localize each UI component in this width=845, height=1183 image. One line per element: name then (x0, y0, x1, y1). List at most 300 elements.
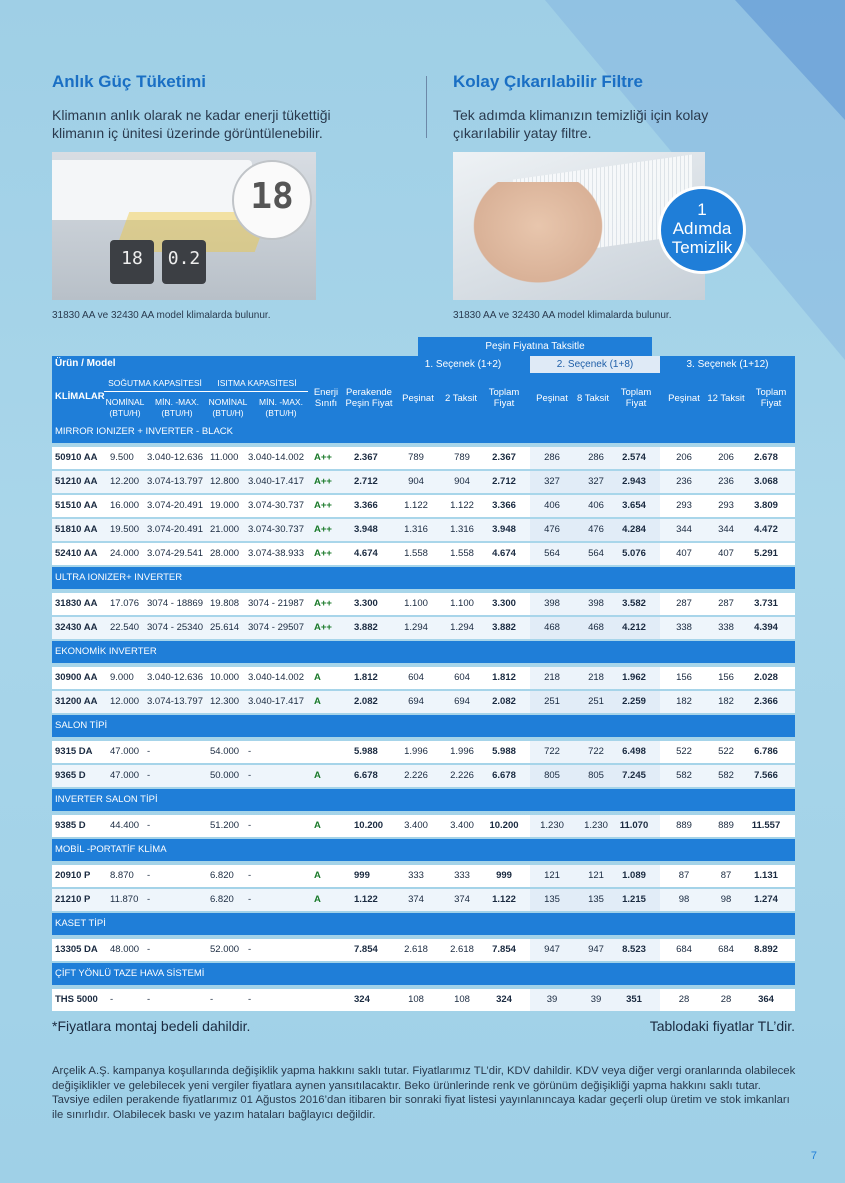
table-cell: 9.500 (110, 452, 134, 463)
table-cell: 344 (676, 524, 692, 535)
table-cell: 206 (676, 452, 692, 463)
table-cell: 28 (678, 994, 690, 1005)
model-cell: 20910 P (55, 870, 91, 881)
table-cell: 5.988 (354, 746, 378, 757)
table-cell: 8.870 (110, 870, 134, 881)
table-cell: 1.215 (622, 894, 646, 905)
table-cell: 789 (408, 452, 424, 463)
table-cell: 16.000 (110, 500, 140, 511)
table-cell: 522 (718, 746, 734, 757)
page-number: 7 (810, 1150, 817, 1162)
table-cell: 324 (496, 994, 512, 1005)
table-cell: 12.800 (210, 476, 240, 487)
disclaimer: Arçelik A.Ş. kampanya koşullarında değişiklik yapma hakkını saklı tutar. Fiyatlarımız TL’dir, KDV dahildir. KDV veya diğer vergi oranlarında olabilecek değişiklikler ve gelebilecek yeni vergiler fiyatlara aynen yansıtılacaktır. Beko ürünlerinde renk ve görünüm değişikliği yapma hakkını saklı tutar. Tavsiye edilen perakende fiyatlarımız 01 Ağustos 2016’dan itibaren bir sonraki fiyat listesi yayınlanıncaya kadar geçerli olup üretim ve stok imkanları ile sınırlıdır. Olabilecek baskı ve yazım hataları bağlayıcı değildir. (52, 1065, 796, 1121)
table-cell: 1.316 (450, 524, 474, 535)
table-cell: - (147, 994, 151, 1005)
table-cell: 1.122 (404, 500, 428, 511)
table-cell: 236 (676, 476, 692, 487)
table-row (52, 471, 795, 493)
feature-title: Kolay Çıkarılabilir Filtre (453, 72, 643, 91)
table-cell: 3.040-14.002 (248, 452, 304, 463)
table-row (52, 939, 795, 961)
header-heating-nominal: NOMİNAL (BTU/H) (208, 397, 248, 418)
table-cell: 293 (676, 500, 692, 511)
table-cell: - (248, 994, 252, 1005)
table-row (52, 865, 795, 887)
table-cell: 2.367 (354, 452, 378, 463)
table-cell: 39 (546, 994, 558, 1005)
table-cell: 8.892 (754, 944, 778, 955)
table-cell: 2.943 (622, 476, 646, 487)
table-cell: 47.000 (110, 770, 140, 781)
table-cell: - (210, 994, 214, 1005)
table-cell: 3.068 (754, 476, 778, 487)
currency-note: Tablodaki fiyatlar TL’dir. (649, 1018, 795, 1034)
table-cell: 5.988 (492, 746, 516, 757)
table-cell: 3.366 (492, 500, 516, 511)
table-cell: 3.882 (354, 622, 378, 633)
table-cell: 3.300 (492, 598, 516, 609)
table-cell: 947 (588, 944, 604, 955)
table-cell: 3.400 (450, 820, 474, 831)
model-cell: 9315 DA (55, 746, 93, 757)
table-cell: 286 (588, 452, 604, 463)
table-cell: 406 (544, 500, 560, 511)
table-cell: 236 (718, 476, 734, 487)
table-cell: A++ (314, 524, 332, 535)
table-cell: 722 (588, 746, 604, 757)
header-downpayment-3: Peşinat (668, 393, 700, 404)
table-cell: 1.294 (450, 622, 474, 633)
table-cell: 3.948 (354, 524, 378, 535)
table-cell: 3074 - 29507 (248, 622, 304, 633)
table-row (52, 989, 795, 1011)
table-cell: - (248, 770, 252, 781)
table-cell: 1.230 (540, 820, 564, 831)
model-cell: 21210 P (55, 894, 91, 905)
table-cell: 98 (678, 894, 690, 905)
table-row (52, 889, 795, 911)
table-cell: 889 (676, 820, 692, 831)
table-cell: 182 (676, 696, 692, 707)
table-cell: 1.558 (404, 548, 428, 559)
table-cell: 327 (544, 476, 560, 487)
table-cell: 1.131 (754, 870, 778, 881)
table-cell: 374 (454, 894, 470, 905)
table-cell: 9.000 (110, 672, 134, 683)
model-cell: 51510 AA (55, 500, 98, 511)
table-row (52, 741, 795, 763)
table-cell: 1.089 (622, 870, 646, 881)
table-cell: A (314, 696, 321, 707)
table-cell: 7.566 (754, 770, 778, 781)
table-cell: 3.882 (492, 622, 516, 633)
product-group-header: SALON TİPİ (52, 715, 795, 737)
table-row (52, 447, 795, 469)
table-cell: 54.000 (210, 746, 240, 757)
table-row (52, 765, 795, 787)
header-total-2: Toplam Fiyat (620, 387, 652, 409)
table-cell: A++ (314, 548, 332, 559)
montage-note: *Fiyatlara montaj bedeli dahildir. (52, 1018, 251, 1034)
model-cell: 51210 AA (55, 476, 98, 487)
table-cell: 338 (676, 622, 692, 633)
table-cell: 1.294 (404, 622, 428, 633)
table-cell: 3.366 (354, 500, 378, 511)
table-cell: 1.962 (622, 672, 646, 683)
table-cell: 684 (676, 944, 692, 955)
model-cell: 9365 D (55, 770, 86, 781)
table-cell: 999 (496, 870, 512, 881)
table-cell: 251 (588, 696, 604, 707)
header-energy-class: Enerji Sınıfı (313, 387, 339, 409)
table-cell: 398 (544, 598, 560, 609)
table-cell: 1.122 (492, 894, 516, 905)
table-cell: 1.122 (450, 500, 474, 511)
table-cell: 121 (544, 870, 560, 881)
table-cell: 11.557 (751, 820, 781, 831)
table-cell: 3.040-17.417 (248, 476, 304, 487)
table-cell: 44.400 (110, 820, 140, 831)
product-group-header: MOBİL -PORTATİF KLİMA (52, 839, 795, 861)
table-cell: 3.582 (622, 598, 646, 609)
table-cell: - (248, 746, 252, 757)
product-group-header: KASET TİPİ (52, 913, 795, 935)
product-group-header: INVERTER SALON TİPİ (52, 789, 795, 811)
table-cell: 3.040-12.636 (147, 452, 203, 463)
table-cell: 1.274 (754, 894, 778, 905)
table-cell: 108 (408, 994, 424, 1005)
table-cell: 10.200 (489, 820, 519, 831)
model-cell: 30900 AA (55, 672, 98, 683)
table-cell: 2.259 (622, 696, 646, 707)
table-cell: 6.786 (754, 746, 778, 757)
table-cell: 6.678 (354, 770, 378, 781)
photo-caption: 31830 AA ve 32430 AA model klimalarda bulunur. (52, 310, 271, 321)
table-cell: 24.000 (110, 548, 140, 559)
table-cell: 293 (718, 500, 734, 511)
table-cell: 19.808 (210, 598, 240, 609)
header-retail-price: Perakende Peşin Fiyat (345, 387, 393, 409)
table-cell: 1.316 (404, 524, 428, 535)
table-cell: 39 (590, 994, 602, 1005)
header-total-3: Toplam Fiyat (755, 387, 787, 409)
table-row (52, 691, 795, 713)
table-cell: 2.712 (354, 476, 378, 487)
ac-unit (52, 160, 252, 220)
table-cell: 333 (408, 870, 424, 881)
table-cell: 2.082 (492, 696, 516, 707)
badge-line2: Adımda (672, 219, 732, 238)
table-cell: 47.000 (110, 746, 140, 757)
product-group-header: EKONOMİK INVERTER (52, 641, 795, 663)
table-cell: A (314, 672, 321, 683)
table-cell: 694 (408, 696, 424, 707)
table-cell: 121 (588, 870, 604, 881)
table-cell: 156 (718, 672, 734, 683)
table-cell: 522 (676, 746, 692, 757)
table-cell: 218 (544, 672, 560, 683)
table-cell: 4.472 (754, 524, 778, 535)
table-cell: 1.996 (450, 746, 474, 757)
table-cell: 344 (718, 524, 734, 535)
table-cell: 50.000 (210, 770, 240, 781)
table-cell: A++ (314, 476, 332, 487)
table-cell: 19.000 (210, 500, 240, 511)
table-cell: 12.000 (110, 696, 140, 707)
table-cell: 468 (588, 622, 604, 633)
table-cell: 10.200 (354, 820, 384, 831)
table-cell: 135 (544, 894, 560, 905)
table-cell: - (147, 894, 151, 905)
header-klimalar: KLİMALAR (55, 391, 105, 402)
table-cell: 206 (718, 452, 734, 463)
table-cell: A++ (314, 500, 332, 511)
table-cell: 286 (544, 452, 560, 463)
table-cell: 22.540 (110, 622, 140, 633)
table-cell: 251 (544, 696, 560, 707)
installment-header: Peşin Fiyatına Taksitle (418, 337, 652, 356)
table-cell: 287 (676, 598, 692, 609)
product-model-row (52, 356, 795, 373)
feature-removable-filter (453, 72, 773, 142)
model-cell: 31830 AA (55, 598, 98, 609)
table-cell: 3.300 (354, 598, 378, 609)
table-cell: 364 (758, 994, 774, 1005)
table-cell: 135 (588, 894, 604, 905)
table-cell: 3.074-13.797 (147, 696, 203, 707)
header-2-installment: 2 Taksit (444, 393, 478, 404)
table-cell: 28 (720, 994, 732, 1005)
table-row (52, 543, 795, 565)
table-cell: 476 (588, 524, 604, 535)
table-cell: A++ (314, 622, 332, 633)
table-cell: 3.654 (622, 500, 646, 511)
model-cell: 9385 D (55, 820, 86, 831)
table-cell: 5.291 (754, 548, 778, 559)
table-cell: 11.070 (619, 820, 649, 831)
table-row (52, 519, 795, 541)
table-cell: 3.809 (754, 500, 778, 511)
table-cell: 2.226 (404, 770, 428, 781)
table-cell: 2.618 (404, 944, 428, 955)
table-row (52, 667, 795, 689)
header-cooling-minmax: MİN. -MAX. (BTU/H) (155, 397, 199, 418)
table-cell: 12.200 (110, 476, 140, 487)
table-cell: 3.040-12.636 (147, 672, 203, 683)
one-step-badge (658, 186, 746, 274)
table-cell: 1.558 (450, 548, 474, 559)
table-cell: 7.854 (354, 944, 378, 955)
table-cell: 5.076 (622, 548, 646, 559)
display-power: 0.2 (162, 240, 206, 284)
table-cell: 564 (544, 548, 560, 559)
table-cell: - (248, 944, 252, 955)
table-cell: 3.731 (754, 598, 778, 609)
model-cell: 31200 AA (55, 696, 98, 707)
table-cell: 51.200 (210, 820, 240, 831)
table-row (52, 815, 795, 837)
model-cell: 50910 AA (55, 452, 98, 463)
table-cell: 52.000 (210, 944, 240, 955)
table-cell: 1.996 (404, 746, 428, 757)
table-cell: - (147, 944, 151, 955)
table-cell: 21.000 (210, 524, 240, 535)
table-cell: 3.074-30.737 (248, 500, 304, 511)
table-cell: 2.226 (450, 770, 474, 781)
table-cell: 3.074-20.491 (147, 500, 203, 511)
table-cell: 6.678 (492, 770, 516, 781)
table-cell: 19.500 (110, 524, 140, 535)
table-cell: 7.245 (622, 770, 646, 781)
feature-text: Tek adımda klimanızın temizliği için kolay çıkarılabilir yatay filtre. (453, 107, 709, 141)
table-cell: 7.854 (492, 944, 516, 955)
table-cell: 1.230 (584, 820, 608, 831)
table-cell: 108 (454, 994, 470, 1005)
table-cell: 1.100 (450, 598, 474, 609)
table-cell: 582 (718, 770, 734, 781)
table-cell: 3.074-38.933 (248, 548, 304, 559)
column-header-row (52, 373, 795, 421)
table-cell: 468 (544, 622, 560, 633)
table-cell: 182 (718, 696, 734, 707)
table-cell: - (147, 820, 151, 831)
table-cell: 1.812 (354, 672, 378, 683)
header-cooling-nominal: NOMİNAL (BTU/H) (105, 397, 145, 418)
header-heating: ISITMA KAPASİTESİ (206, 378, 308, 392)
option-1-header: 1. Seçenek (1+2) (424, 359, 502, 370)
table-cell: 338 (718, 622, 734, 633)
table-cell: 904 (408, 476, 424, 487)
table-cell: 48.000 (110, 944, 140, 955)
table-cell: 17.076 (110, 598, 140, 609)
table-cell: 4.674 (492, 548, 516, 559)
header-heating-minmax: MİN. -MAX. (BTU/H) (259, 397, 303, 418)
option-3-header: 3. Seçenek (1+12) (686, 359, 769, 370)
table-cell: 324 (354, 994, 370, 1005)
table-cell: 3.040-17.417 (248, 696, 304, 707)
table-cell: 87 (720, 870, 732, 881)
table-row (52, 593, 795, 615)
table-cell: 98 (720, 894, 732, 905)
feature-divider (426, 76, 427, 138)
table-cell: 1.100 (404, 598, 428, 609)
table-cell: 789 (454, 452, 470, 463)
header-cooling: SOĞUTMA KAPASİTESİ (104, 378, 206, 392)
table-cell: A (314, 770, 321, 781)
table-cell: A++ (314, 452, 332, 463)
table-cell: A (314, 894, 321, 905)
table-cell: 8.523 (622, 944, 646, 955)
table-cell: A++ (314, 598, 332, 609)
ac-display-photo (52, 152, 316, 300)
table-cell: 3.948 (492, 524, 516, 535)
table-cell: 156 (676, 672, 692, 683)
table-cell: 3.074-30.737 (248, 524, 304, 535)
table-cell: 3074 - 18869 (147, 598, 203, 609)
table-cell: 564 (588, 548, 604, 559)
table-cell: 374 (408, 894, 424, 905)
hands (463, 182, 613, 292)
header-downpayment-1: Peşinat (402, 393, 434, 404)
table-cell: 4.674 (354, 548, 378, 559)
table-cell: 4.394 (754, 622, 778, 633)
badge-line1: 1 (697, 200, 707, 219)
table-cell: 889 (718, 820, 734, 831)
table-cell: 947 (544, 944, 560, 955)
table-cell: 694 (454, 696, 470, 707)
photo-caption: 31830 AA ve 32430 AA model klimalarda bulunur. (453, 310, 672, 321)
table-cell: 12.300 (210, 696, 240, 707)
table-cell: 25.614 (210, 622, 240, 633)
table-cell: 476 (544, 524, 560, 535)
table-cell: 407 (676, 548, 692, 559)
table-cell: 333 (454, 870, 470, 881)
table-cell: 287 (718, 598, 734, 609)
option-2-header: 2. Seçenek (1+8) (530, 356, 660, 373)
table-cell: 3074 - 25340 (147, 622, 203, 633)
header-8-installment: 8 Taksit (576, 393, 610, 404)
table-cell: 604 (408, 672, 424, 683)
model-cell: 51810 AA (55, 524, 98, 535)
table-cell: 2.618 (450, 944, 474, 955)
table-cell: 604 (454, 672, 470, 683)
table-cell: 11.000 (210, 452, 239, 463)
table-cell: - (147, 870, 151, 881)
table-cell: 3.074-13.797 (147, 476, 203, 487)
table-cell: 6.820 (210, 870, 234, 881)
table-cell: 10.000 (210, 672, 240, 683)
table-cell: 2.082 (354, 696, 378, 707)
header-downpayment-2: Peşinat (536, 393, 568, 404)
table-cell: 805 (588, 770, 604, 781)
table-cell: - (110, 994, 114, 1005)
table-cell: 6.820 (210, 894, 234, 905)
table-cell: 904 (454, 476, 470, 487)
product-group-header: MIRROR IONIZER + INVERTER - BLACK (52, 421, 795, 443)
table-cell: 1.812 (492, 672, 516, 683)
table-cell: 351 (626, 994, 642, 1005)
feature-text: Klimanın anlık olarak ne kadar enerji tükettiği klimanın iç ünitesi üzerinde görüntülenebilir. (52, 107, 331, 141)
table-cell: 2.574 (622, 452, 646, 463)
table-cell: 87 (678, 870, 690, 881)
badge-line3: Temizlik (671, 238, 733, 257)
table-cell: 1.122 (354, 894, 378, 905)
table-cell: 2.712 (492, 476, 516, 487)
table-cell: - (248, 820, 252, 831)
table-cell: 999 (354, 870, 370, 881)
table-cell: 2.678 (754, 452, 778, 463)
header-total-1: Toplam Fiyat (488, 387, 520, 409)
table-cell: 2.367 (492, 452, 516, 463)
header-12-installment: 12 Taksit (707, 393, 745, 404)
table-cell: 218 (588, 672, 604, 683)
display-temperature: 18 (110, 240, 154, 284)
table-cell: - (147, 746, 151, 757)
table-cell: 11.870 (110, 894, 139, 905)
table-cell: 407 (718, 548, 734, 559)
table-cell: 28.000 (210, 548, 240, 559)
table-cell: A (314, 870, 321, 881)
table-cell: - (248, 870, 252, 881)
table-cell: 3.074-29.541 (147, 548, 203, 559)
model-cell: 32430 AA (55, 622, 98, 633)
table-cell: 398 (588, 598, 604, 609)
table-cell: A (314, 820, 321, 831)
table-cell: 406 (588, 500, 604, 511)
model-cell: 13305 DA (55, 944, 98, 955)
table-cell: 805 (544, 770, 560, 781)
